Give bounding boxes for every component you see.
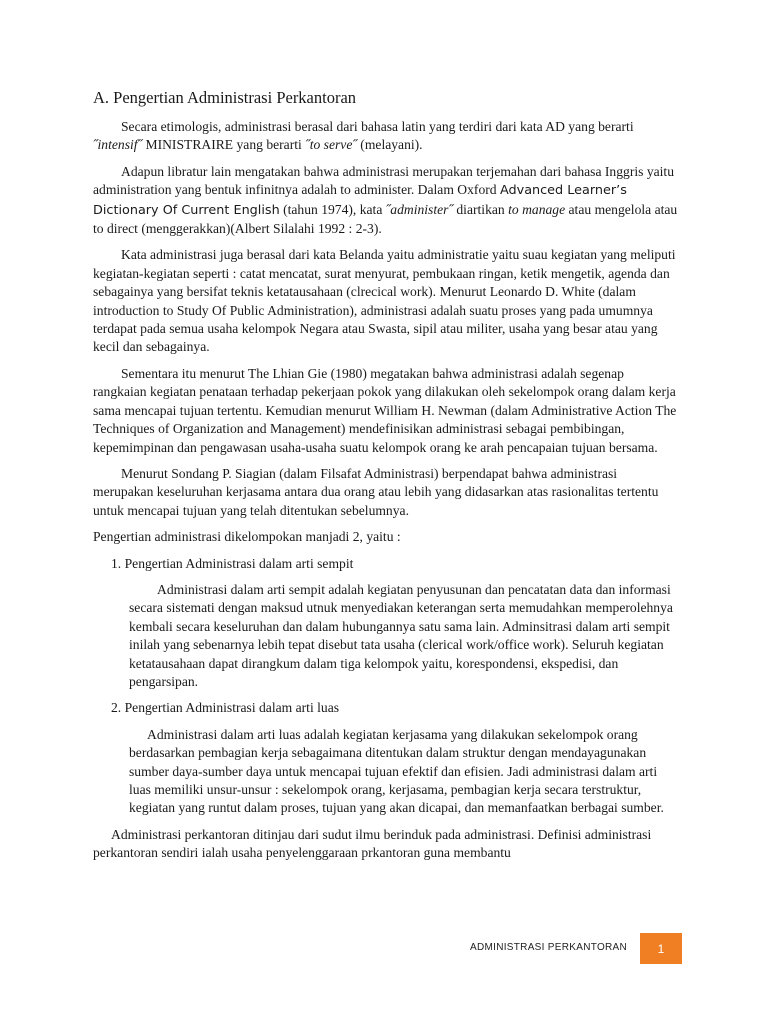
p1-text-c: MINISTRAIRE yang berarti <box>142 137 306 153</box>
paragraph-perkantoran: Administrasi perkantoran ditinjau dari sudut ilmu berinduk pada administrasi. Definisi administrasi perkantoran sendiri ialah usaha penyelenggaraan prkantoran guna membantu <box>93 826 652 861</box>
paragraph-lhian-gie: Sementara itu menurut The Lhian Gie (1980) megatakan bahwa administrasi adalah segenap rangkaian kegiatan penataan terhadap pekerjaan pokok yang dilakukan oleh sekelompok orang dalam kerja sama mencapai tujuan tertentu. Kemudian menurut William H. Newman (dalam Administrative Action The Techniques of Organization and Management) mendefinisikan administrasi sebagai pembibingan, kepemimpinan dan pengawasan usaha-usaha suatu kelompok orang ke arah pencapaian tujuan bersama. <box>93 365 677 455</box>
p1-term-intensif: ˝intensif˝ <box>93 137 143 153</box>
list-item-luas-body: Administrasi dalam arti luas adalah kegiatan kerjasama yang dilakukan sekelompok orang berdasarkan pembagian kerja sebagaimana ditentukan dalam struktur dengan mendayagunakan sumber daya-sumber daya untuk mencapai tujuan efektif dan efisien. Jadi administrasi dalam arti luas memiliki unsur-unsur : sekelompok orang, kerjasama, pembagian kerja secara terstruktur, kegiatan yang runtut dalam proses, tujuan yang akan dicapai, dan memanfaatkan berbagai sumber. <box>129 726 664 816</box>
p2-text-g: atau mengelola atau to direct (menggerakkan)(Albert Silalahi 1992 : 2-3). <box>93 201 678 237</box>
p2-dictionary-title: Advanced Learner’s Dictionary Of Current English <box>93 183 627 218</box>
p1-text-a: Secara etimologis, administrasi berasal dari bahasa latin yang terdiri dari kata AD yang berarti <box>121 119 634 134</box>
p2-text-e: diartikan <box>452 201 509 217</box>
p2-text-c: (tahun 1974), kata <box>279 201 386 217</box>
list-item-sempit-body: Administrasi dalam arti sempit adalah kegiatan penyusunan dan pencatatan data dan informasi secara sistemati dengan maksud utnuk menyediakan keterangan serta memudahkan memperolehnya kembali secara keseluruhan dan dalam hubungannya satu sama lain. Adminsitrasi dalam arti sempit inilah yang sebenarnya lebih tepat disebut tata usaha (clerical work/office work). Seluruh kegiatan ketatausahaan dapat dirangkum dalam tiga kelompok yaitu, korespondensi, ekspedisi, dan pengarsipan. <box>129 581 673 689</box>
p2-term-to-manage: to manage <box>508 201 566 217</box>
p2-term-administer: ˝administer˝ <box>385 201 453 217</box>
section-heading: A. Pengertian Administrasi Perkantoran <box>93 88 357 107</box>
list-item-sempit-heading: 1. Pengertian Administrasi dalam arti sempit <box>111 555 354 571</box>
p2-text-a: Adapun libratur lain mengatakan bahwa administrasi merupakan terjemahan dari bahasa Inggris yaitu administration yang bentuk infinitnya adalah to administer. Dalam Oxford <box>93 163 674 198</box>
p1-text-e: (melayani). <box>356 137 423 153</box>
footer-title: ADMINISTRASI PERKANTORAN <box>470 942 628 953</box>
page-number: 1 <box>640 933 682 964</box>
paragraph-belanda: Kata administrasi juga berasal dari kata Belanda yaitu administratie yaitu suau kegiatan yang meliputi kegiatan-kegiatan seperti : catat mencatat, surat menyurat, pembukaan ringan, ketik mengetik, agenda dan sebagainya yang bersifat teknis ketatausahaan (clrecical work). Menurut Leonardo D. White (dalam introduction to Study Of Public Administration), administrasi adalah suatu proses yang pada umumnya terdapat pada semua usaha kelompok Negara atau Swasta, sipil atau militer, usaha yang besar atau yang kecil dan sebagainya. <box>93 247 676 355</box>
paragraph-siagian: Menurut Sondang P. Siagian (dalam Filsafat Administrasi) berpendapat bahwa administrasi merupakan keseluruhan kerjasama antara dua orang atau lebih yang didasarkan atas rasionalitas tertentu untuk mencapai tujuan yang telah ditentukan sebelumnya. <box>93 465 659 518</box>
p1-term-to-serve: ˝to serve˝ <box>305 137 357 153</box>
paragraph-oxford <box>93 163 678 239</box>
list-item-luas-heading: 2. Pengertian Administrasi dalam arti luas <box>111 700 340 716</box>
paragraph-grouping: Pengertian administrasi dikelompokan manjadi 2, yaitu : <box>93 529 401 545</box>
paragraph-etymology <box>93 118 678 155</box>
document-page <box>93 88 678 871</box>
